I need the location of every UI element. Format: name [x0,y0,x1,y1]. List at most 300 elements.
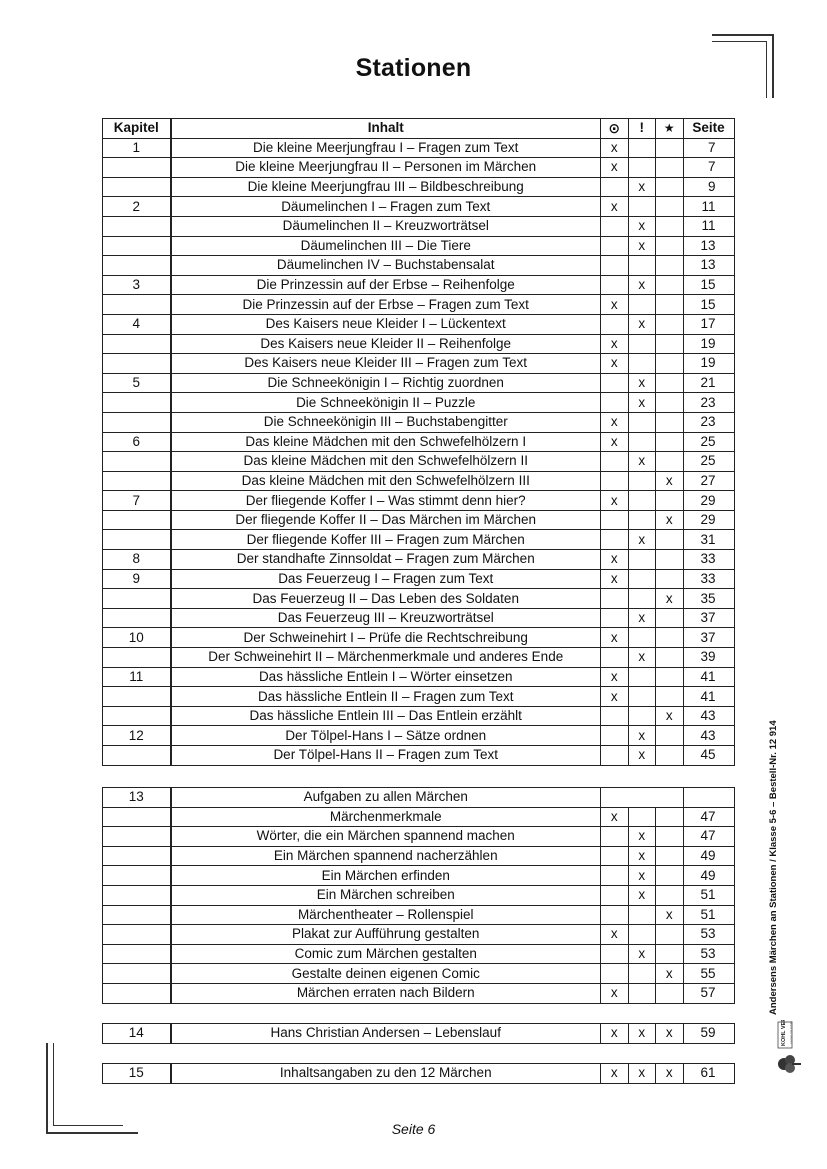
mark-cell: x [601,412,629,432]
content-cell: Der Tölpel-Hans II – Fragen zum Text [171,746,601,766]
table-row [103,628,735,648]
chapter-number: 8 [103,550,171,570]
mark-cell [601,746,629,766]
chapter-number [103,158,171,178]
table-row [103,746,735,766]
mark-cell: x [601,569,629,589]
mark-cell: x [601,197,629,217]
table-row [103,295,735,315]
page-cell: 51 [683,885,734,905]
mark-cell [628,706,656,726]
table-row [103,412,735,432]
page-cell: 23 [683,412,734,432]
content-cell: Die Prinzessin auf der Erbse – Reihenfolge [171,275,601,295]
page-cell: 39 [683,648,734,668]
content-cell: Das Feuerzeug I – Fragen zum Text [171,569,601,589]
mark-cell: x [656,964,684,984]
chapter-number: 6 [103,432,171,452]
content-cell: Des Kaisers neue Kleider II – Reihenfolge [171,334,601,354]
table-row [103,807,735,827]
mark-cell: x [628,827,656,847]
page-cell: 17 [683,314,734,334]
content-cell: Das Feuerzeug II – Das Leben des Soldaten [171,589,601,609]
content-cell: Das hässliche Entlein I – Wörter einsetzen [171,667,601,687]
page-cell: 29 [683,510,734,530]
sidebar-order-text: Andersens Märchen an Stationen / Klasse 5-6 – Bestell-Nr. 12 914 [768,720,779,1015]
mark-cell: x [656,471,684,491]
mark-cell: x [628,866,656,886]
table-row [103,216,735,236]
column-header-kapitel: Kapitel [103,119,171,139]
mark-cell: x [601,983,629,1003]
table-row [103,334,735,354]
page-cell [683,788,734,808]
mark-cell: x [601,628,629,648]
mark-cell: x [601,1024,629,1044]
chapter-15-table [102,1063,735,1084]
mark-cell: x [601,550,629,570]
content-cell: Wörter, die ein Märchen spannend machen [171,827,601,847]
table-row [103,432,735,452]
mark-cell: x [628,177,656,197]
page-cell: 15 [683,295,734,315]
tree-logo-icon [775,1020,809,1080]
table-row [103,314,735,334]
table-row [103,177,735,197]
mark-cell: x [601,334,629,354]
mark-cell: x [656,510,684,530]
chapter-number [103,334,171,354]
chapter-number [103,706,171,726]
content-cell: Die kleine Meerjungfrau I – Fragen zum Text [171,138,601,158]
mark-cell-merged [601,788,684,808]
page-cell: 49 [683,846,734,866]
mark-cell [656,158,684,178]
page-cell: 7 [683,138,734,158]
mark-cell [656,866,684,886]
table-row [103,885,735,905]
page-cell: 11 [683,197,734,217]
content-cell: Däumelinchen III – Die Tiere [171,236,601,256]
mark-cell [628,628,656,648]
chapter-number [103,905,171,925]
chapter-number [103,687,171,707]
table-row [103,964,735,984]
table-row [103,197,735,217]
mark-cell [601,885,629,905]
mark-cell [601,510,629,530]
content-cell: Hans Christian Andersen – Lebenslauf [171,1024,601,1044]
mark-cell: x [628,530,656,550]
mark-cell [601,177,629,197]
page-cell: 7 [683,158,734,178]
mark-cell: x [601,687,629,707]
mark-cell [628,412,656,432]
content-cell: Des Kaisers neue Kleider I – Lückentext [171,314,601,334]
frame-corner-bottom-left [46,1043,48,1133]
chapter-number: 5 [103,373,171,393]
mark-cell: x [628,452,656,472]
page-cell: 47 [683,827,734,847]
mark-cell [628,334,656,354]
mark-cell: x [656,589,684,609]
chapter-number [103,807,171,827]
mark-cell [656,373,684,393]
mark-cell [656,216,684,236]
chapter-number [103,412,171,432]
mark-cell: x [628,648,656,668]
chapter-number [103,236,171,256]
page-cell: 21 [683,373,734,393]
table-row [103,687,735,707]
mark-cell: x [656,706,684,726]
chapter-number [103,944,171,964]
mark-cell [656,275,684,295]
content-cell: Märchentheater – Rollenspiel [171,905,601,925]
table-row [103,510,735,530]
content-cell: Der fliegende Koffer I – Was stimmt denn hier? [171,491,601,511]
chapter-number [103,846,171,866]
chapter-number [103,746,171,766]
page-cell: 53 [683,925,734,945]
mark-cell [601,275,629,295]
content-cell: Das hässliche Entlein II – Fragen zum Text [171,687,601,707]
frame-corner-bottom-left-inner [53,1043,54,1126]
mark-cell: x [601,491,629,511]
chapter-number [103,216,171,236]
mark-cell: x [601,138,629,158]
mark-cell [601,846,629,866]
table-row [103,706,735,726]
page-cell: 51 [683,905,734,925]
mark-cell [656,726,684,746]
page-cell: 45 [683,746,734,766]
mark-cell: x [601,1064,629,1084]
mark-cell: x [628,726,656,746]
mark-cell: x [628,608,656,628]
mark-cell: x [601,432,629,452]
page-cell: 33 [683,569,734,589]
page-cell: 33 [683,550,734,570]
mark-cell: x [628,1024,656,1044]
mark-cell [601,608,629,628]
page-cell: 49 [683,866,734,886]
content-cell: Der standhafte Zinnsoldat – Fragen zum Märchen [171,550,601,570]
page-cell: 53 [683,944,734,964]
mark-cell [656,885,684,905]
table-row [103,667,735,687]
mark-cell [656,667,684,687]
content-cell: Däumelinchen I – Fragen zum Text [171,197,601,217]
chapter-number: 11 [103,667,171,687]
table-row [103,1024,735,1044]
mark-cell [601,589,629,609]
mark-cell [601,314,629,334]
chapter-number [103,648,171,668]
chapter-number [103,452,171,472]
mark-cell: x [656,1064,684,1084]
table-row [103,452,735,472]
chapter-number [103,295,171,315]
page-cell: 15 [683,275,734,295]
mark-cell [628,138,656,158]
mark-cell [656,648,684,668]
content-cell: Die Schneekönigin I – Richtig zuordnen [171,373,601,393]
mark-cell [601,648,629,668]
mark-cell: x [656,1024,684,1044]
mark-cell [601,373,629,393]
mark-cell: x [601,158,629,178]
mark-cell: x [628,236,656,256]
mark-cell: x [628,1064,656,1084]
table-row [103,788,735,808]
table-row [103,905,735,925]
publisher-tagline: Lernen mit Erfolg [789,1021,793,1044]
content-cell: Der fliegende Koffer III – Fragen zum Märchen [171,530,601,550]
chapter-number [103,866,171,886]
content-cell: Gestalte deinen eigenen Comic [171,964,601,984]
mark-cell: x [601,807,629,827]
column-header-inhalt: Inhalt [171,119,601,139]
page-cell: 11 [683,216,734,236]
mark-cell: x [656,905,684,925]
page-cell: 43 [683,726,734,746]
page-cell: 37 [683,628,734,648]
table-row [103,1064,735,1084]
content-cell: Comic zum Märchen gestalten [171,944,601,964]
exclamation-icon: ! [628,119,656,139]
page-cell: 13 [683,256,734,276]
star-icon: ★ [656,119,684,139]
mark-cell: x [628,746,656,766]
page-cell: 35 [683,589,734,609]
page-cell: 41 [683,667,734,687]
table-row [103,138,735,158]
content-cell: Des Kaisers neue Kleider III – Fragen zum Text [171,354,601,374]
table-row [103,275,735,295]
chapter-number [103,256,171,276]
publisher-logo [775,1020,809,1080]
mark-cell [601,944,629,964]
mark-cell [656,295,684,315]
content-cell: Das kleine Mädchen mit den Schwefelhölzern III [171,471,601,491]
content-cell: Märchenmerkmale [171,807,601,827]
table-row [103,256,735,276]
mark-cell [656,608,684,628]
mark-cell [628,432,656,452]
mark-cell [656,807,684,827]
chapter-number: 10 [103,628,171,648]
mark-cell: x [628,216,656,236]
mark-cell [601,393,629,413]
target-icon: ⊙ [601,119,629,139]
chapter-number: 4 [103,314,171,334]
mark-cell [656,236,684,256]
content-cell: Der Schweinehirt II – Märchenmerkmale und anderes Ende [171,648,601,668]
mark-cell [656,354,684,374]
mark-cell [601,236,629,256]
table-row [103,983,735,1003]
page-cell: 19 [683,334,734,354]
page-footer: Seite 6 [391,1121,436,1137]
content-cell: Plakat zur Aufführung gestalten [171,925,601,945]
page-cell: 55 [683,964,734,984]
content-cell: Ein Märchen erfinden [171,866,601,886]
mark-cell [628,925,656,945]
column-header-seite: Seite [683,119,734,139]
content-cell: Der Tölpel-Hans I – Sätze ordnen [171,726,601,746]
mark-cell: x [601,667,629,687]
table-row [103,925,735,945]
table-row [103,569,735,589]
mark-cell: x [628,275,656,295]
table-row [103,236,735,256]
chapter-number [103,393,171,413]
mark-cell [656,197,684,217]
table-row [103,866,735,886]
content-cell: Die kleine Meerjungfrau II – Personen im Märchen [171,158,601,178]
mark-cell [628,550,656,570]
mark-cell [601,905,629,925]
table-row [103,589,735,609]
chapter-number [103,510,171,530]
page-cell: 37 [683,608,734,628]
table-row [103,827,735,847]
mark-cell [628,158,656,178]
mark-cell [601,256,629,276]
frame-corner-top-right-inner [712,41,767,42]
mark-cell [601,964,629,984]
mark-cell [628,256,656,276]
table-row [103,550,735,570]
table-row [103,373,735,393]
mark-cell: x [628,393,656,413]
mark-cell [628,354,656,374]
mark-cell [656,530,684,550]
page-cell: 47 [683,807,734,827]
content-cell: Das hässliche Entlein III – Das Entlein erzählt [171,706,601,726]
publisher-name: KOHL VERLAG [781,1020,787,1046]
table-row [103,608,735,628]
content-cell: Die kleine Meerjungfrau III – Bildbeschreibung [171,177,601,197]
mark-cell [656,256,684,276]
mark-cell [656,412,684,432]
chapter-number: 3 [103,275,171,295]
mark-cell: x [628,373,656,393]
mark-cell [656,550,684,570]
mark-cell [628,491,656,511]
mark-cell [628,569,656,589]
table-row [103,491,735,511]
page-cell: 9 [683,177,734,197]
mark-cell [628,905,656,925]
mark-cell: x [601,354,629,374]
mark-cell [656,746,684,766]
mark-cell [628,471,656,491]
mark-cell [656,944,684,964]
mark-cell [656,569,684,589]
table-row [103,648,735,668]
page-cell: 31 [683,530,734,550]
table-header-row [103,119,735,139]
mark-cell [628,197,656,217]
chapter-13-table [102,787,735,1004]
mark-cell [628,964,656,984]
chapter-number: 7 [103,491,171,511]
page-cell: 23 [683,393,734,413]
chapter-number [103,471,171,491]
content-cell: Däumelinchen IV – Buchstabensalat [171,256,601,276]
table-row [103,393,735,413]
chapter-number [103,827,171,847]
content-cell: Ein Märchen spannend nacherzählen [171,846,601,866]
chapter-number: 13 [103,788,171,808]
content-cell: Die Prinzessin auf der Erbse – Fragen zum Text [171,295,601,315]
mark-cell [601,452,629,472]
mark-cell [601,827,629,847]
page-cell: 19 [683,354,734,374]
mark-cell [601,216,629,236]
content-cell: Das kleine Mädchen mit den Schwefelhölzern I [171,432,601,452]
chapter-number [103,964,171,984]
mark-cell [656,983,684,1003]
page-cell: 13 [683,236,734,256]
mark-cell [601,530,629,550]
content-cell: Inhaltsangaben zu den 12 Märchen [171,1064,601,1084]
chapter-number: 1 [103,138,171,158]
table-row [103,944,735,964]
mark-cell [601,471,629,491]
table-row [103,471,735,491]
mark-cell [656,491,684,511]
mark-cell: x [601,925,629,945]
mark-cell [601,866,629,886]
table-row [103,530,735,550]
mark-cell [628,295,656,315]
mark-cell [656,925,684,945]
mark-cell [656,177,684,197]
page-cell: 29 [683,491,734,511]
mark-cell [656,687,684,707]
chapter-number [103,530,171,550]
chapter-number: 2 [103,197,171,217]
chapter-number [103,354,171,374]
mark-cell [656,393,684,413]
page-cell: 59 [683,1024,734,1044]
mark-cell [628,983,656,1003]
content-cell: Die Schneekönigin II – Puzzle [171,393,601,413]
mark-cell [628,589,656,609]
mark-cell [601,726,629,746]
mark-cell: x [628,314,656,334]
page-cell: 25 [683,432,734,452]
mark-cell [656,827,684,847]
chapter-number: 9 [103,569,171,589]
mark-cell [656,628,684,648]
mark-cell [628,667,656,687]
table-row [103,846,735,866]
page-cell: 25 [683,452,734,472]
mark-cell: x [628,944,656,964]
chapter-number [103,925,171,945]
mark-cell: x [628,846,656,866]
table-row [103,158,735,178]
mark-cell [656,432,684,452]
content-cell: Der fliegende Koffer II – Das Märchen im Märchen [171,510,601,530]
page-cell: 43 [683,706,734,726]
chapter-number: 15 [103,1064,171,1084]
mark-cell [601,706,629,726]
